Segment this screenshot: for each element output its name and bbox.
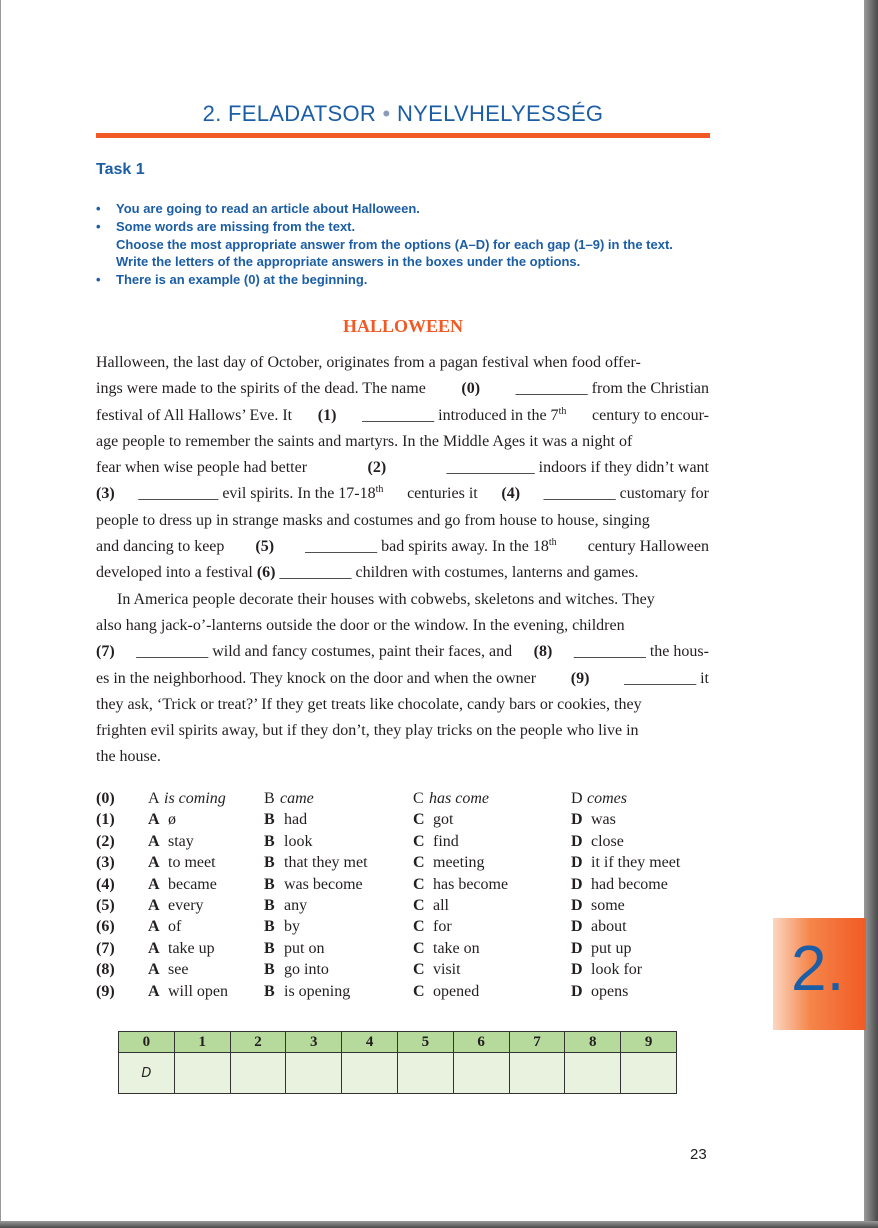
gap-number: (4) (501, 485, 521, 503)
option-letter: D (571, 896, 583, 914)
option-a (148, 809, 176, 830)
article-text-segment: age people to remember the saints and martyrs. In the Middle Ages it was a night of (96, 432, 633, 450)
instruction-item (96, 200, 673, 218)
option-letter: D (571, 790, 583, 807)
option-a (148, 938, 215, 959)
options-list (96, 788, 716, 1002)
article-text-segment: In America people decorate their houses with cobwebs, skeletons and witches. They (117, 590, 655, 608)
article-line (96, 718, 709, 744)
option-b (264, 981, 350, 1002)
option-number: (2) (96, 832, 115, 850)
option-letter: D (571, 832, 583, 850)
answer-header-cell: 7 (509, 1032, 565, 1053)
option-letter: B (264, 982, 275, 1000)
option-a (148, 981, 228, 1002)
option-number: (7) (96, 939, 115, 957)
option-b (264, 788, 314, 809)
option-row (96, 959, 716, 980)
option-text: about (591, 918, 627, 936)
option-text: look for (591, 961, 643, 979)
option-text: has become (433, 875, 509, 893)
article-text-segment: _________ the hous- (569, 643, 709, 661)
option-letter: C (413, 961, 425, 979)
option-c (413, 788, 489, 809)
option-letter: B (264, 918, 275, 936)
option-d (571, 874, 668, 895)
instruction-text: You are going to read an article about Halloween. (116, 201, 420, 216)
option-text: will open (168, 982, 228, 1000)
article-text-segment: _________ wild and fancy costumes, paint their faces, and (132, 643, 517, 661)
title-separator: • (382, 101, 391, 126)
article-line (96, 403, 709, 429)
option-letter: C (413, 811, 425, 829)
answer-box[interactable]: D (119, 1053, 175, 1094)
option-letter: C (413, 832, 425, 850)
answer-header-cell: 2 (230, 1032, 286, 1053)
option-text: put on (284, 939, 325, 957)
option-letter: B (264, 790, 275, 807)
article-text-segment: Halloween, the last day of October, originates from a pagan festival when food offer- (96, 354, 641, 371)
option-text: visit (433, 961, 461, 979)
article-text-segment: _________ introduced in the 7th (358, 405, 567, 424)
option-text: it if they meet (591, 854, 681, 872)
article-text-segment: they ask, ‘Trick or treat?’ If they get treats like chocolate, candy bars or cookies, they (96, 695, 642, 713)
option-letter: A (148, 918, 160, 936)
article-line (96, 666, 709, 692)
option-d (571, 938, 631, 959)
option-number: (8) (96, 961, 115, 979)
option-text: got (433, 811, 454, 829)
option-d (571, 788, 627, 809)
option-b (264, 916, 300, 937)
option-text: opened (433, 982, 480, 1000)
gap-number: (5) (255, 538, 275, 556)
gap-number: (0) (461, 380, 481, 398)
option-c (413, 809, 453, 830)
option-d (571, 916, 627, 937)
bullet-icon: • (96, 272, 101, 288)
instruction-text: There is an example (0) at the beginning. (116, 272, 368, 288)
instruction-text: Choose the most appropriate answer from the options (A–D) for each gap (1–9) in the text. (116, 236, 673, 252)
answer-header-cell: 3 (286, 1032, 342, 1053)
option-text: for (433, 918, 452, 936)
option-number: (6) (96, 918, 115, 936)
answer-box[interactable] (174, 1053, 230, 1094)
option-text: of (168, 918, 182, 936)
title-part1: 2. FELADATSOR (202, 101, 377, 126)
answer-box[interactable] (397, 1053, 453, 1094)
superscript: th (375, 484, 384, 496)
article-line (96, 508, 709, 534)
option-a (148, 895, 204, 916)
superscript: th (558, 405, 567, 417)
instructions-list (96, 200, 673, 289)
bullet-icon: • (96, 218, 101, 234)
article-line (96, 455, 709, 481)
answer-box[interactable] (509, 1053, 565, 1094)
article-text-segment: _________ children with costumes, lanterns and games. (275, 564, 639, 582)
option-text: to meet (168, 854, 216, 872)
option-letter: C (413, 854, 425, 872)
option-text: is opening (284, 982, 351, 1000)
option-d (571, 959, 642, 980)
option-letter: A (148, 790, 160, 807)
option-letter: D (571, 918, 583, 936)
answer-header-cell: 0 (119, 1032, 175, 1053)
option-text: became (168, 875, 217, 893)
article-line (96, 744, 709, 770)
option-text: had (284, 811, 308, 829)
article-line (96, 534, 709, 560)
option-text: is coming (164, 790, 226, 807)
option-c (413, 852, 485, 873)
answer-box[interactable] (621, 1053, 677, 1094)
section-tab (773, 918, 866, 1030)
page-shadow-bottom (0, 1221, 878, 1228)
bullet-icon: • (96, 201, 101, 216)
option-letter: C (413, 918, 425, 936)
superscript: th (548, 537, 557, 549)
option-letter: D (571, 811, 583, 829)
option-text: has come (429, 790, 489, 807)
option-letter: A (148, 811, 160, 829)
option-text: put up (591, 939, 632, 957)
option-text: comes (587, 790, 627, 807)
option-number: (0) (96, 790, 115, 807)
answer-box[interactable] (286, 1053, 342, 1094)
article-line (96, 376, 709, 402)
option-letter: B (264, 832, 275, 850)
option-text: meeting (433, 854, 485, 872)
article-line (96, 560, 709, 586)
option-a (148, 874, 217, 895)
option-c (413, 959, 461, 980)
option-letter: C (413, 939, 425, 957)
option-text: take up (168, 939, 215, 957)
option-b (264, 959, 329, 980)
article-line (96, 429, 709, 455)
option-text: ø (168, 811, 176, 829)
option-a (148, 831, 194, 852)
option-letter: C (413, 982, 425, 1000)
article-text-segment: century to encour- (588, 406, 709, 424)
article-text-segment: _________ customary for (539, 485, 709, 503)
option-letter: A (148, 832, 160, 850)
article-title: HALLOWEEN (342, 316, 464, 336)
article-line (96, 639, 709, 665)
option-d (571, 852, 680, 873)
answer-box[interactable] (453, 1053, 509, 1094)
option-b (264, 938, 324, 959)
page-number: 23 (690, 1146, 707, 1163)
option-letter: A (148, 854, 160, 872)
article-text-segment: es in the neighborhood. They knock on the door and when the owner (96, 669, 541, 687)
option-row (96, 788, 716, 809)
page-edge-left (0, 0, 1, 1228)
article-text-segment: _________ bad spirits away. In the 18th (301, 537, 557, 556)
option-text: take on (433, 939, 480, 957)
option-text: go into (284, 961, 329, 979)
option-b (264, 831, 312, 852)
article-line (96, 481, 709, 507)
task-title: Task 1 (96, 161, 145, 178)
option-b (264, 895, 307, 916)
option-b (264, 852, 368, 873)
gap-number: (6) (256, 564, 276, 582)
option-letter: A (148, 939, 160, 957)
answer-table (118, 1031, 677, 1094)
article-text-segment: ___________ indoors if they didn’t want (442, 459, 709, 477)
option-b (264, 809, 307, 830)
answer-header-cell: 8 (565, 1032, 621, 1053)
option-number: (4) (96, 875, 115, 893)
option-row (96, 895, 716, 916)
option-text: that they met (284, 854, 368, 872)
article-text-segment: people to dress up in strange masks and costumes and go from house to house, singing (96, 511, 650, 529)
option-text: came (280, 790, 314, 807)
article-text-segment: _________ it (620, 669, 709, 687)
option-text: any (284, 896, 308, 914)
option-letter: A (148, 961, 160, 979)
option-c (413, 938, 480, 959)
option-letter: B (264, 875, 275, 893)
option-a (148, 852, 216, 873)
article-text-segment: ings were made to the spirits of the dead. The name (96, 380, 430, 398)
option-row (96, 852, 716, 873)
article-line (96, 613, 709, 639)
option-letter: C (413, 790, 424, 807)
option-text: stay (168, 832, 194, 850)
option-number: (1) (96, 811, 115, 829)
page-shadow-right (864, 0, 878, 1228)
option-text: some (591, 896, 625, 914)
article-text-segment: centuries it (403, 485, 482, 503)
option-letter: B (264, 939, 275, 957)
option-letter: D (571, 982, 583, 1000)
instruction-item (96, 236, 673, 254)
instruction-text: Some words are missing from the text. (116, 218, 356, 234)
answer-table-row (119, 1053, 677, 1094)
article-text-segment: fear when wise people had better (96, 459, 312, 477)
option-row (96, 981, 716, 1002)
answer-box[interactable] (230, 1053, 286, 1094)
instruction-item (96, 218, 673, 236)
option-number: (3) (96, 854, 115, 872)
option-letter: B (264, 961, 275, 979)
option-d (571, 809, 616, 830)
gap-number: (8) (533, 643, 553, 661)
gap-number: (1) (317, 406, 337, 424)
gap-number: (2) (367, 459, 387, 477)
option-letter: D (571, 854, 583, 872)
option-letter: D (571, 875, 583, 893)
option-text: by (284, 918, 300, 936)
option-letter: A (148, 896, 160, 914)
option-c (413, 981, 479, 1002)
article-text (96, 350, 709, 771)
option-text: had become (591, 875, 668, 893)
article-line (96, 587, 709, 613)
answer-header-cell: 1 (174, 1032, 230, 1053)
article-text-segment: _________ from the Christian (511, 380, 709, 398)
answer-header-cell: 5 (397, 1032, 453, 1053)
option-letter: B (264, 811, 275, 829)
article-text-segment: also hang jack-o’-lanterns outside the door or the window. In the evening, children (96, 616, 625, 634)
option-c (413, 916, 452, 937)
option-text: close (591, 832, 624, 850)
article-line (96, 350, 709, 376)
option-b (264, 874, 363, 895)
answer-header-cell: 4 (342, 1032, 398, 1053)
option-c (413, 895, 449, 916)
option-row (96, 938, 716, 959)
option-text: opens (591, 982, 629, 1000)
instruction-item (96, 253, 673, 271)
option-letter: A (148, 875, 160, 893)
option-letter: C (413, 875, 425, 893)
option-row (96, 831, 716, 852)
option-letter: B (264, 896, 275, 914)
option-a (148, 959, 188, 980)
gap-number: (3) (96, 485, 115, 503)
instruction-item (96, 271, 673, 289)
option-text: every (168, 896, 204, 914)
instruction-text: Write the letters of the appropriate answers in the boxes under the options. (116, 254, 581, 270)
article-text-segment: festival of All Hallows’ Eve. It (96, 406, 297, 424)
article-text-segment: the house. (96, 748, 161, 766)
option-d (571, 831, 624, 852)
option-a (148, 788, 226, 809)
option-row (96, 809, 716, 830)
answer-table-header (119, 1032, 677, 1053)
option-letter: D (571, 961, 583, 979)
option-text: was become (284, 875, 363, 893)
option-row (96, 874, 716, 895)
option-text: all (433, 896, 449, 914)
option-letter: A (148, 982, 160, 1000)
option-d (571, 981, 628, 1002)
option-c (413, 874, 508, 895)
option-letter: B (264, 854, 275, 872)
title-rule (96, 133, 710, 138)
option-letter: D (571, 939, 583, 957)
option-number: (5) (96, 896, 115, 914)
option-text: see (168, 961, 189, 979)
option-text: find (433, 832, 459, 850)
option-c (413, 831, 459, 852)
article-line (96, 692, 709, 718)
answer-header-cell: 6 (453, 1032, 509, 1053)
option-d (571, 895, 625, 916)
title-part2: NYELVHELYESSÉG (396, 101, 604, 126)
option-a (148, 916, 181, 937)
option-text: look (284, 832, 313, 850)
option-text: was (591, 811, 616, 829)
article-text-segment: century Halloween (583, 538, 709, 556)
page-title (96, 101, 710, 127)
answer-box[interactable] (565, 1053, 621, 1094)
gap-number: (9) (570, 669, 590, 687)
article-text-segment: __________ evil spirits. In the 17-18th (134, 484, 384, 503)
article-text-segment: and dancing to keep (96, 538, 229, 556)
option-number: (9) (96, 982, 115, 1000)
answer-box[interactable] (342, 1053, 398, 1094)
article-text-segment: frighten evil spirits away, but if they don’t, they play tricks on the people who live in (96, 722, 639, 740)
article-text-segment: developed into a festival (96, 564, 257, 582)
answer-header-cell: 9 (621, 1032, 677, 1053)
gap-number: (7) (96, 643, 115, 661)
section-tab-number: 2. (791, 932, 845, 1004)
option-row (96, 916, 716, 937)
option-letter: C (413, 896, 425, 914)
